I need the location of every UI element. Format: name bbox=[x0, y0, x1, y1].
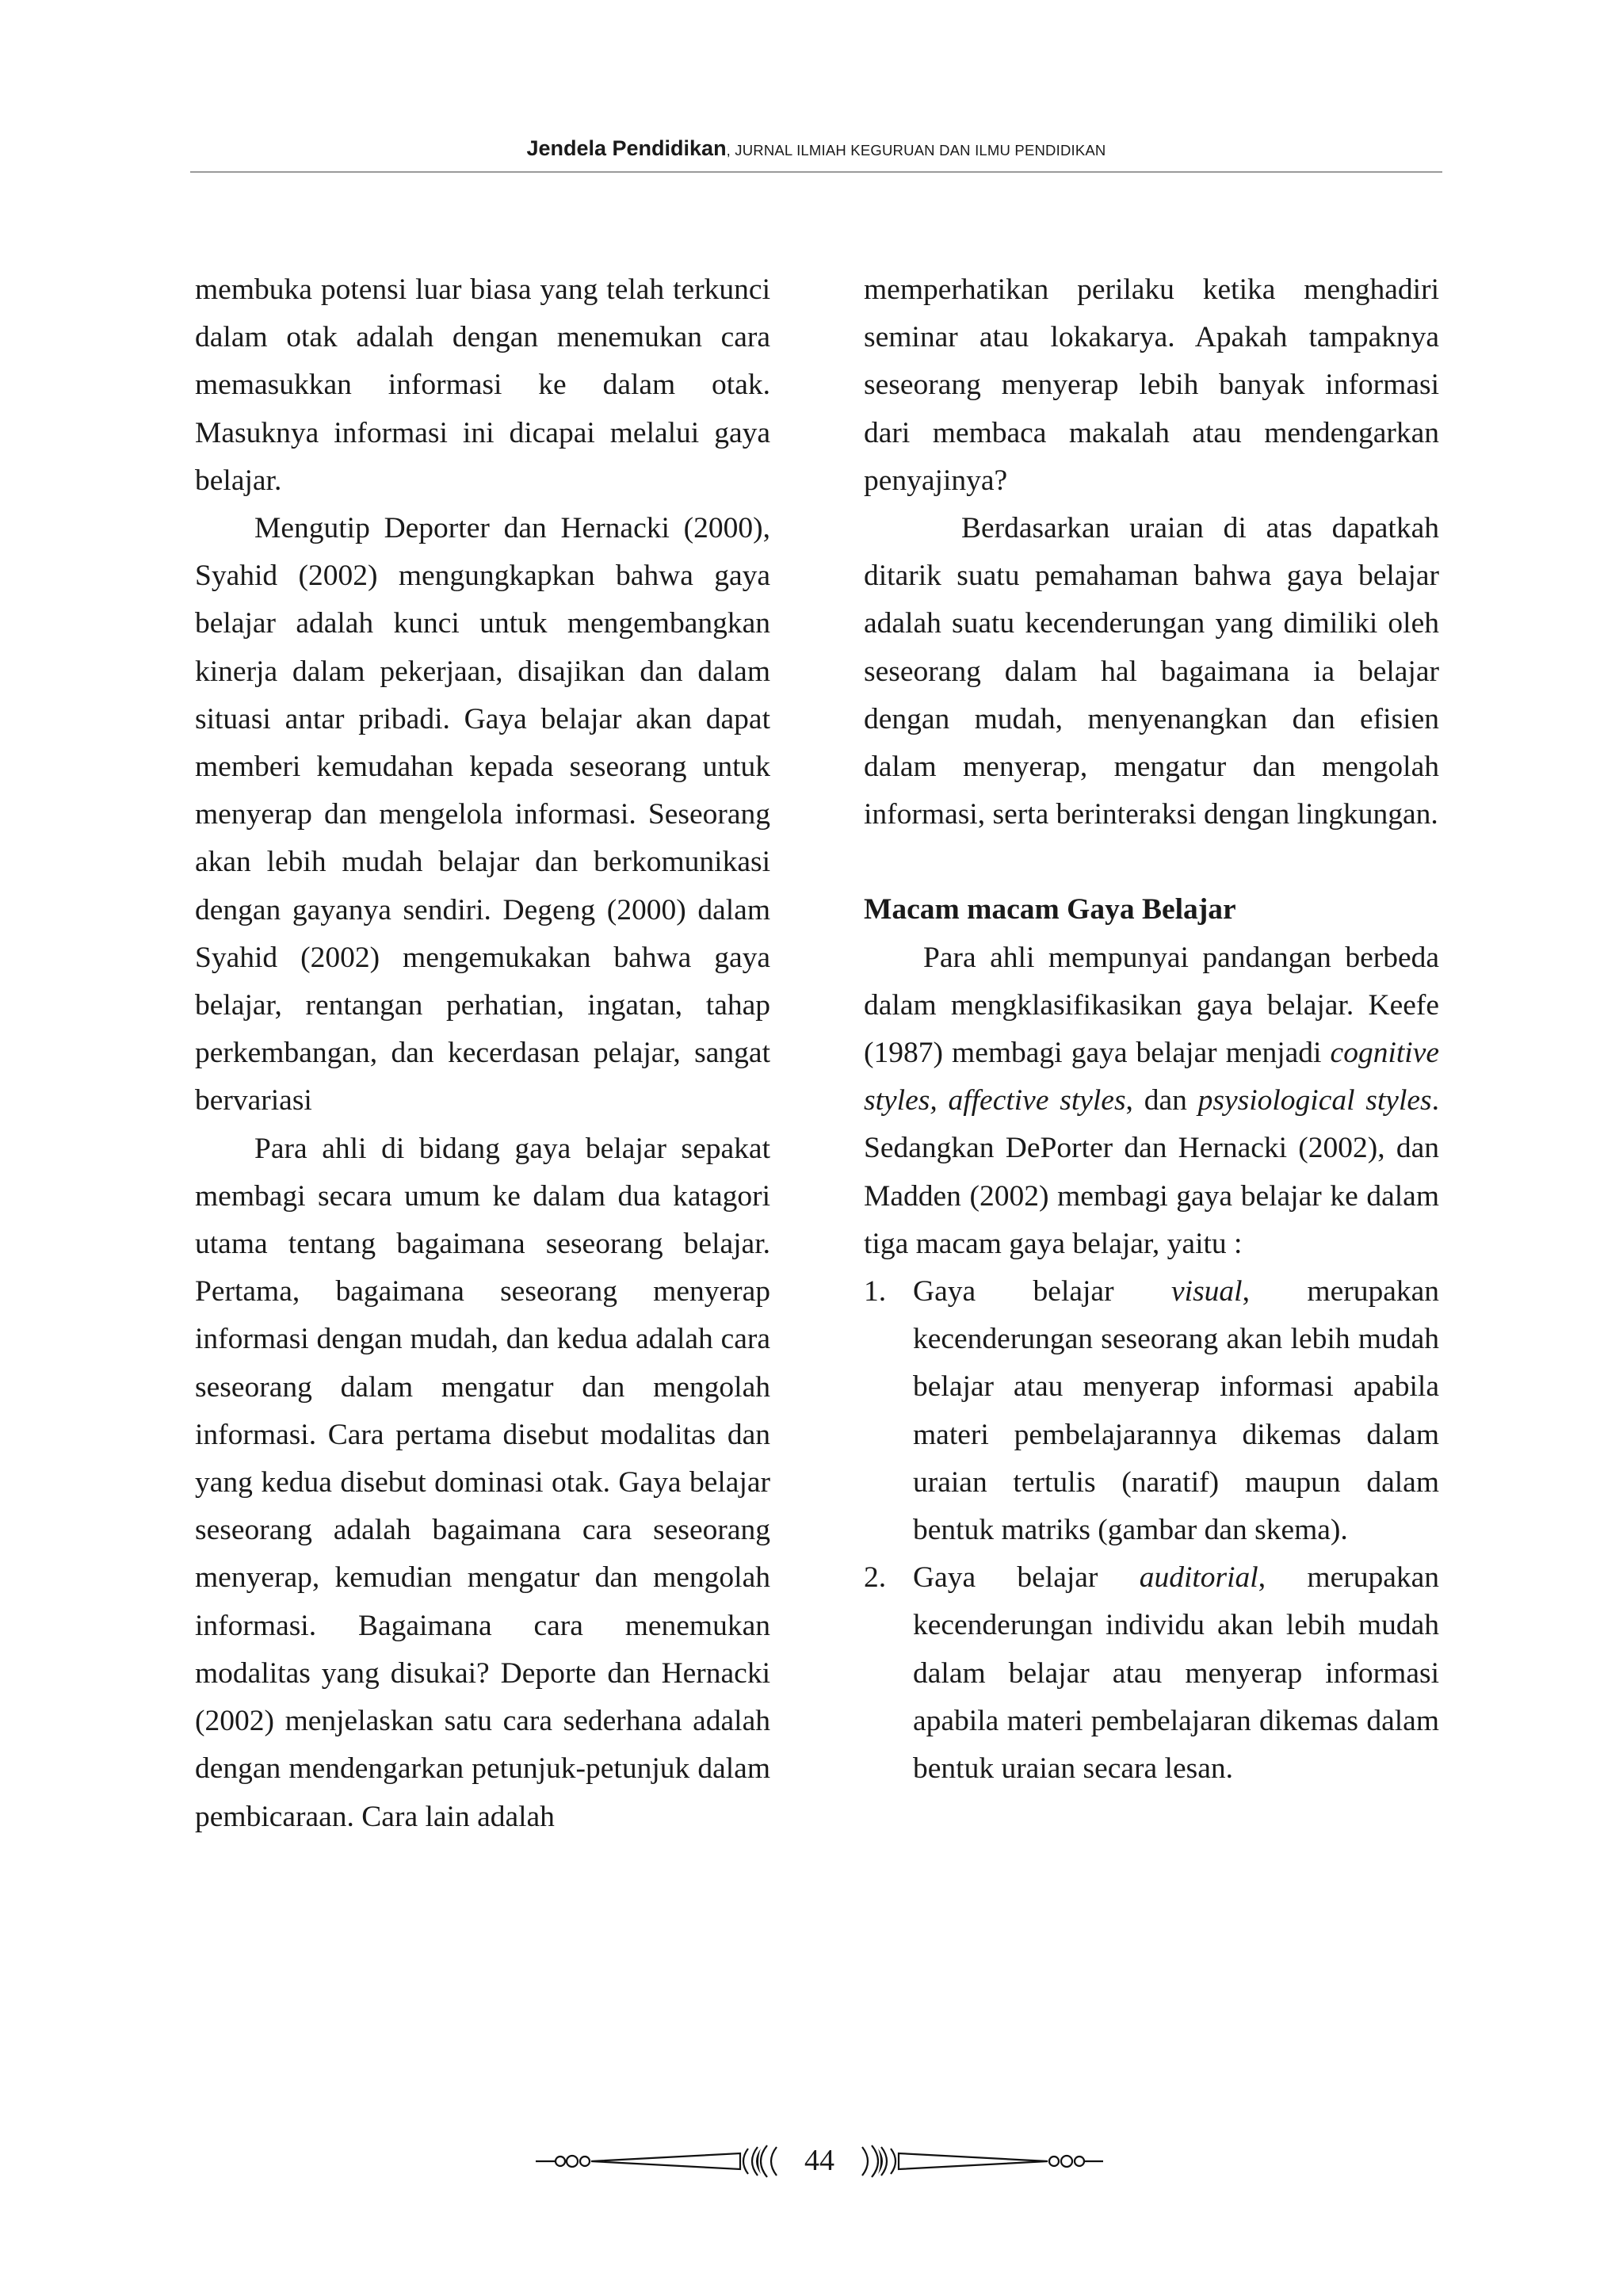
left-paragraph-2: Mengutip Deporter dan Hernacki (2000), Syahid (2002) mengungkapkan bahwa gaya belajar adalah kunci untuk mengembangkan kinerja dalam pekerjaan, disajikan dan dalam situasi antar pribadi. Gaya belajar akan dapat memberi kemudahan kepada seseorang untuk menyerap dan mengelola informasi. Seseorang akan lebih mudah belajar dan berkomunikasi dengan gayanya sendiri. Degeng (2000) dalam Syahid (2002) mengemukakan bahwa gaya belajar, rentangan perhatian, ingatan, tahap perkembangan, dan kecerdasan pelajar, sangat bervariasi bbox=[195, 512, 770, 1117]
right-paragraph-1: memperhatikan perilaku ketika menghadiri seminar atau lokakarya. Apakah tampaknya seseorang menyerap lebih banyak informasi dari membaca makalah atau mendengarkan penyajinya? bbox=[864, 273, 1439, 497]
section-heading: Macam macam Gaya Belajar bbox=[864, 893, 1236, 926]
p3-text-c: . Sedangkan DePorter dan Hernacki (2002), dan Madden (2002) membagi gaya belajar ke dalam tiga macam gaya belajar, yaitu : bbox=[864, 1084, 1439, 1260]
left-paragraph-1: membuka potensi luar biasa yang telah terkunci dalam otak adalah dengan menemukan cara memasukkan informasi ke dalam otak. Masuknya informasi ini dicapai melalui gaya belajar. bbox=[195, 273, 770, 497]
p3-text-b: , dan bbox=[1125, 1084, 1198, 1117]
list-item bbox=[864, 1554, 1439, 1793]
list-term: auditorial bbox=[1139, 1561, 1258, 1595]
p3-italic-1: cognitive styles, affective styles bbox=[864, 1037, 1439, 1117]
right-paragraph-2: Berdasarkan uraian di atas dapatkah ditarik suatu pemahaman bahwa gaya belajar adalah suatu kecenderungan yang dimiliki oleh seseorang dalam hal bagaimana ia belajar dengan mudah, menyenangkan dan efisien dalam menyerap, mengatur dan mengolah informasi, serta berinteraksi dengan lingkungan. bbox=[864, 512, 1439, 831]
list-text: Gaya belajar bbox=[913, 1561, 1140, 1595]
p3-text-a: Para ahli mempunyai pandangan berbeda dalam mengklasifikasikan gaya belajar. Keefe (1987) membagi gaya belajar menjadi bbox=[864, 941, 1439, 1070]
right-paragraph-3 bbox=[864, 934, 1439, 1268]
header-rule bbox=[190, 171, 1442, 173]
list-number: 2. bbox=[864, 1561, 887, 1595]
journal-name: Jendela Pendidikan bbox=[526, 136, 727, 160]
p3-italic-2: psysiological styles bbox=[1197, 1084, 1432, 1117]
left-paragraph-3: Para ahli di bidang gaya belajar sepakat membagi secara umum ke dalam dua katagori utama tentang bagaimana seseorang belajar. Pertama, bagaimana seseorang menyerap informasi dengan mudah, dan kedua adalah cara seseorang dalam mengatur dan mengolah informasi. Cara pertama disebut modalitas dan yang kedua disebut dominasi otak. Gaya belajar seseorang adalah bagaimana cara seseorang menyerap, kemudian mengatur dan mengolah informasi. Bagaimana cara menemukan modalitas yang disukai? Deporte dan Hernacki (2002) menjelaskan satu cara sederhana adalah dengan mendengarkan petunjuk-petunjuk dalam pembicaraan. Cara lain adalah bbox=[195, 1132, 770, 1833]
list-number: 1. bbox=[864, 1275, 887, 1308]
right-column bbox=[864, 266, 1439, 1793]
running-header bbox=[190, 136, 1442, 161]
journal-subtitle: , JURNAL ILMIAH KEGURUAN DAN ILMU PENDIDIKAN bbox=[726, 142, 1106, 159]
left-column bbox=[195, 266, 770, 1841]
page-number: 44 bbox=[804, 2144, 834, 2177]
list-item bbox=[864, 1268, 1439, 1554]
list-text: , merupakan kecenderungan individu akan lebih mudah dalam belajar atau menyerap informasi apabila materi pembelajaran dikemas dalam bentuk uraian secara lesan. bbox=[913, 1561, 1439, 1786]
list-text: Gaya belajar bbox=[913, 1275, 1172, 1308]
list-term: visual bbox=[1171, 1275, 1243, 1308]
list-text: , merupakan kecenderungan seseorang akan lebih mudah belajar atau menyerap informasi apabila materi pembelajarannya dikemas dalam uraian tertulis (naratif) maupun dalam bentuk matriks (gambar dan skema). bbox=[913, 1275, 1439, 1547]
